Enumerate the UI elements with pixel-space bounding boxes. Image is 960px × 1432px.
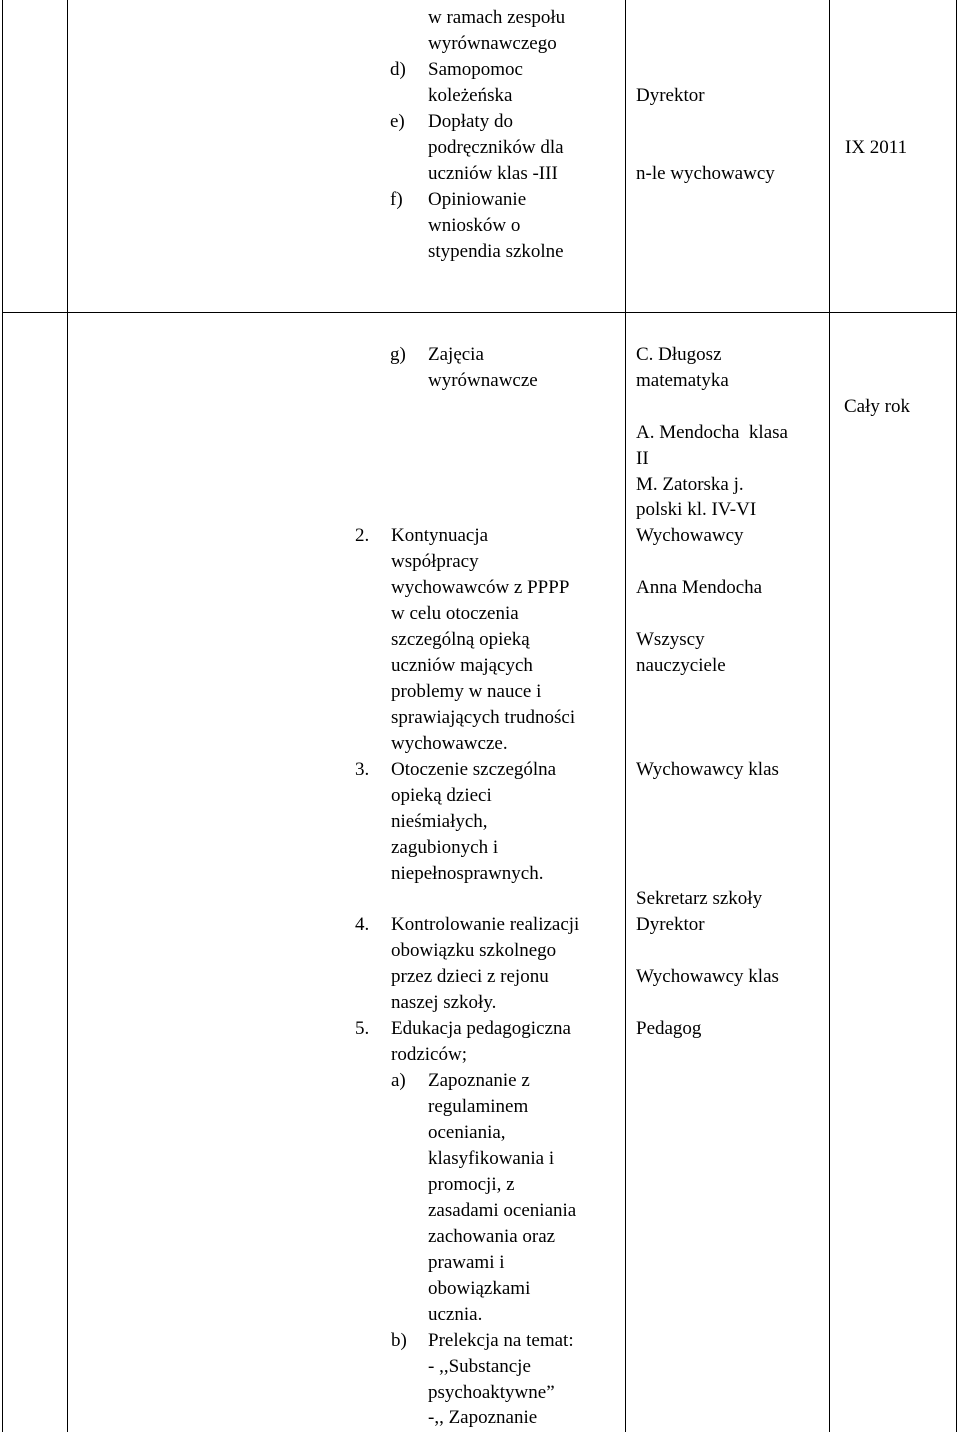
- activity-line: oceniania,: [428, 1122, 506, 1143]
- table-border-left: [2, 0, 3, 1432]
- activity-line: koleżeńska: [428, 85, 513, 106]
- activity-line: promocji, z: [428, 1174, 515, 1195]
- activity-line: klasyfikowania i: [428, 1148, 555, 1169]
- list-marker: b): [391, 1330, 407, 1351]
- activity-line: Kontrolowanie realizacji: [391, 914, 580, 935]
- responsible-line: nauczyciele: [636, 655, 726, 676]
- responsible-line: M. Zatorska j.: [636, 474, 744, 495]
- activity-line: stypendia szkolne: [428, 241, 564, 262]
- deadline-text: IX 2011: [845, 137, 908, 158]
- activity-line: Prelekcja na temat:: [428, 1330, 574, 1351]
- responsible-line: Wychowawcy: [636, 525, 744, 546]
- activity-line: Zapoznanie z: [428, 1070, 530, 1091]
- list-marker: 3.: [355, 759, 370, 780]
- responsible-line: Anna Mendocha: [636, 577, 763, 598]
- activity-line: współpracy: [391, 551, 479, 572]
- column-divider-3: [829, 0, 830, 1432]
- list-marker: 2.: [355, 525, 370, 546]
- deadline-text: Cały rok: [844, 396, 910, 417]
- activity-line: sprawiających trudności: [391, 707, 576, 728]
- activity-line: zasadami oceniania: [428, 1200, 577, 1221]
- responsible-line: Wszyscy: [636, 629, 705, 650]
- activity-line: Edukacja pedagogiczna: [391, 1018, 571, 1039]
- activity-line: Otoczenie szczególna: [391, 759, 557, 780]
- activity-line: ucznia.: [428, 1304, 483, 1325]
- list-marker: 5.: [355, 1018, 370, 1039]
- responsible-line: polski kl. IV-VI: [636, 499, 757, 520]
- activity-line: Samopomoc: [428, 59, 523, 80]
- responsible-line: A. Mendocha klasa: [636, 422, 788, 443]
- activity-line: wychowawcze.: [391, 733, 508, 754]
- activity-line: psychoaktywne”: [428, 1382, 555, 1403]
- activity-line: wyrównawcze: [428, 370, 538, 391]
- activity-line: Kontynuacja: [391, 525, 489, 546]
- activity-line: opieką dzieci: [391, 785, 492, 806]
- responsible-line: Dyrektor: [636, 914, 705, 935]
- responsible-line: n-le wychowawcy: [636, 163, 775, 184]
- list-marker: 4.: [355, 914, 370, 935]
- list-marker: a): [391, 1070, 406, 1091]
- activity-line: przez dzieci z rejonu: [391, 966, 549, 987]
- activity-line: prawami i: [428, 1252, 505, 1273]
- activity-line: Opiniowanie: [428, 189, 527, 210]
- responsible-line: Wychowawcy klas: [636, 966, 779, 987]
- column-divider-2: [625, 0, 626, 1432]
- activity-line: zagubionych i: [391, 837, 499, 858]
- activity-line: rodziców;: [391, 1044, 467, 1065]
- activity-line: uczniów mających: [391, 655, 533, 676]
- column-divider-1: [67, 0, 68, 1432]
- responsible-line: II: [636, 448, 649, 469]
- activity-line: w ramach zespołu: [428, 7, 566, 28]
- activity-line: Zajęcia: [428, 344, 484, 365]
- activity-line: szczególną opieką: [391, 629, 530, 650]
- responsible-line: Pedagog: [636, 1018, 702, 1039]
- responsible-line: Dyrektor: [636, 85, 705, 106]
- activity-line: wychowawców z PPPP: [391, 577, 570, 598]
- activity-line: uczniów klas -III: [428, 163, 558, 184]
- activity-line: obowiązkami: [428, 1278, 531, 1299]
- activity-line: niepełnosprawnych.: [391, 863, 544, 884]
- activity-line: - ,,Substancje: [428, 1356, 531, 1377]
- list-marker: e): [390, 111, 405, 132]
- list-marker: f): [390, 189, 403, 210]
- activity-line: -,, Zapoznanie: [428, 1407, 538, 1428]
- table-border-right: [956, 0, 957, 1432]
- activity-line: wniosków o: [428, 215, 521, 236]
- activity-line: zachowania oraz: [428, 1226, 556, 1247]
- responsible-line: matematyka: [636, 370, 729, 391]
- list-marker: d): [390, 59, 406, 80]
- activity-line: nieśmiałych,: [391, 811, 488, 832]
- responsible-line: C. Długosz: [636, 344, 722, 365]
- list-marker: g): [390, 344, 406, 365]
- row-divider: [2, 312, 957, 313]
- activity-line: wyrównawczego: [428, 33, 557, 54]
- activity-line: podręczników dla: [428, 137, 564, 158]
- activity-line: regulaminem: [428, 1096, 529, 1117]
- activity-line: obowiązku szkolnego: [391, 940, 557, 961]
- activity-line: problemy w nauce i: [391, 681, 542, 702]
- activity-line: Dopłaty do: [428, 111, 513, 132]
- responsible-line: Wychowawcy klas: [636, 759, 779, 780]
- activity-line: naszej szkoły.: [391, 992, 497, 1013]
- activity-line: w celu otoczenia: [391, 603, 519, 624]
- responsible-line: Sekretarz szkoły: [636, 888, 763, 909]
